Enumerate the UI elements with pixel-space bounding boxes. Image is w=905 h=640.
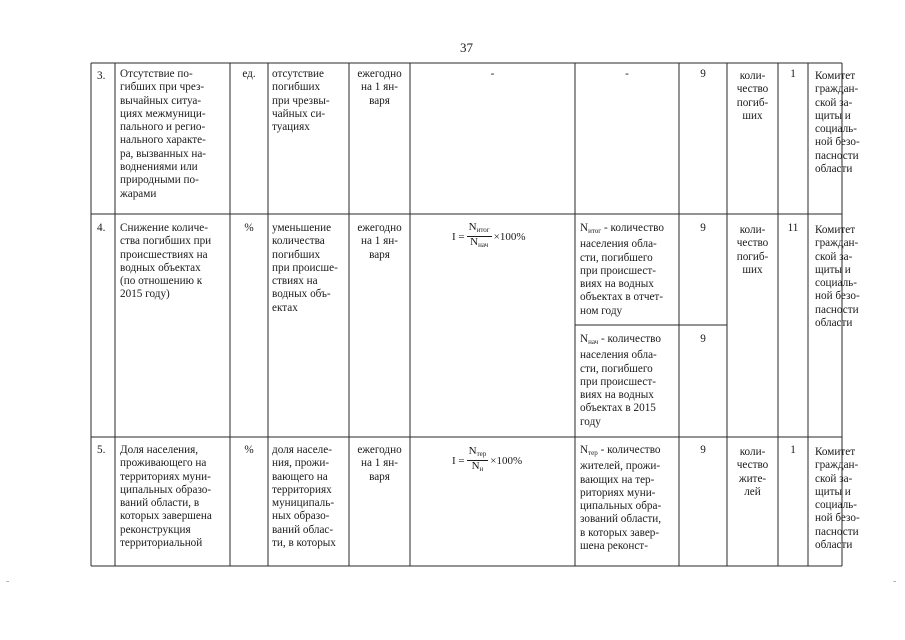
- component-description: [580, 333, 678, 429]
- formula-denominator-sub: н: [479, 465, 484, 473]
- formula-numerator-sub: итог: [476, 226, 490, 234]
- responsible-body: Комитет граждан- ской за- щиты и социаль- ной безо- пасности области: [815, 224, 860, 330]
- calculation-formula: [452, 222, 526, 251]
- method-code: 9: [700, 333, 706, 345]
- component-symbol: N: [580, 444, 589, 456]
- component-symbol-sub: тер: [588, 449, 598, 457]
- responsible-number: 1: [790, 68, 796, 80]
- component-symbol: N: [580, 222, 589, 234]
- definition: доля населе- ния, прожи- вающего на территориях муниципаль- ных образо- ваний облас- ти, в которых: [272, 444, 336, 550]
- component-description: [580, 222, 678, 318]
- row-number: 4.: [97, 222, 106, 234]
- responsible-body: Комитет граждан- ской за- щиты и социаль- ной безо- пасности области: [815, 70, 860, 176]
- unit: %: [244, 222, 254, 234]
- component-symbol: N: [580, 333, 589, 345]
- formula-lhs: I =: [452, 454, 465, 467]
- unit: %: [244, 444, 254, 456]
- responsible-number: 1: [790, 444, 796, 456]
- formula-denominator: N: [470, 236, 479, 248]
- indicator-name: Снижение количе- ства погибших при происшествиях на водных объектах (по отношению к 2015 году): [120, 222, 212, 301]
- formula-numerator: N: [468, 445, 477, 457]
- formula-fraction: [467, 222, 492, 251]
- formula-rhs: ×100%: [493, 230, 526, 243]
- data-source: коли- чество погиб- ших: [736, 70, 769, 122]
- definition: отсутствие погибших при чрезвы- чайных си- туациях: [272, 68, 330, 134]
- component-text: - количество жителей, прожи- вающих на тер- риториях муни- ципальных обра- зований области, в которых завер- шена реконст-: [580, 444, 662, 553]
- row-number: 3.: [97, 70, 106, 82]
- component-symbol-sub: итог: [588, 227, 602, 235]
- page-number: 37: [460, 40, 473, 55]
- formula-denominator: N: [471, 460, 480, 472]
- responsible-body: Комитет граждан- ской за- щиты и социаль- ной безо- пасности области: [815, 446, 860, 552]
- formula-denominator-sub: нач: [478, 241, 489, 249]
- component-dash: -: [625, 68, 629, 80]
- formula-fraction: [467, 446, 489, 475]
- period: ежегодно на 1 ян- варя: [357, 222, 402, 261]
- indicator-name: Доля населения, проживающего на территориях муни- ципальных образо- ваний области, в которых завершена реконструкция территориальной: [120, 444, 212, 550]
- row-number: 5.: [97, 444, 106, 456]
- unit: ед.: [242, 68, 256, 80]
- formula-dash: -: [490, 68, 495, 80]
- data-source: коли- чество погиб- ших: [736, 224, 769, 276]
- indicator-name: Отсутствие по- гибших при чрез- вычайных ситуа- циях межмуници- пального и регио- нального характе- ра, вызванных на- воднениями или природными по- жарами: [120, 68, 207, 200]
- component-text: - количество населения обла- сти, погибшего при происшест- виях на водных объектах в 2015 году: [580, 333, 661, 428]
- responsible-number: 11: [787, 222, 799, 234]
- period: ежегодно на 1 ян- варя: [357, 68, 402, 107]
- period: ежегодно на 1 ян- варя: [357, 444, 402, 483]
- method-code: 9: [700, 68, 706, 80]
- data-source: коли- чество жите- лей: [736, 446, 769, 498]
- right-edge-mark: -: [893, 576, 897, 587]
- component-text: - количество населения обла- сти, погибшего при происшест- виях на водных объектах в отчет- ном году: [580, 222, 664, 317]
- formula-rhs: ×100%: [490, 454, 523, 467]
- formula-numerator-sub: тер: [476, 450, 487, 458]
- method-code: 9: [700, 444, 706, 456]
- component-symbol-sub: нач: [588, 338, 599, 346]
- left-edge-mark: -: [6, 576, 10, 587]
- component-description: [580, 444, 678, 564]
- formula-lhs: I =: [452, 230, 465, 243]
- method-code: 9: [700, 222, 706, 234]
- definition: уменьшение количества погибших при происше- ствиях на водных объ- ектах: [272, 222, 338, 314]
- calculation-formula: [452, 446, 522, 475]
- formula-numerator: N: [468, 221, 477, 233]
